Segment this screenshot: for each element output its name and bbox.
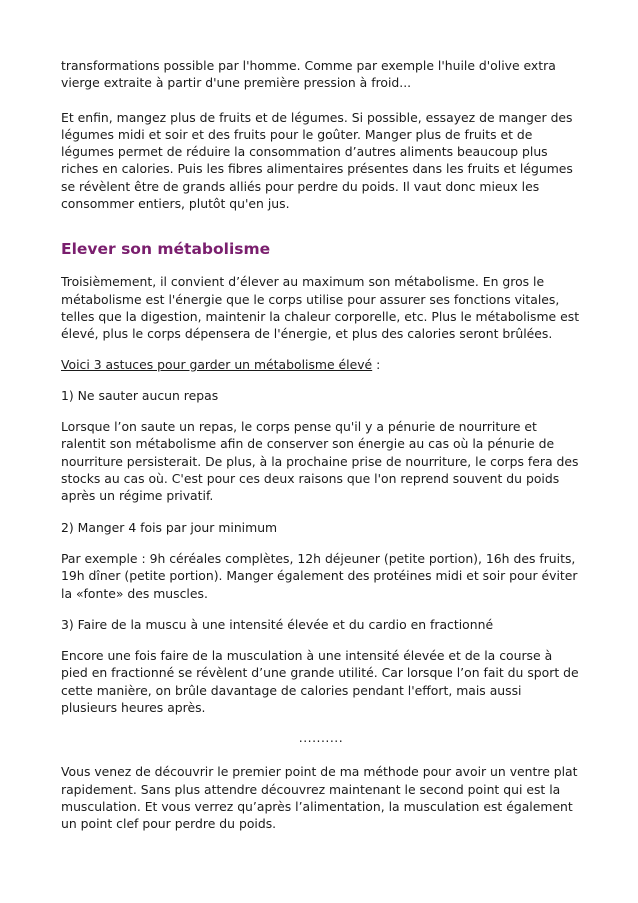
fruits-paragraph: Et enfin, mangez plus de fruits et de légumes. Si possible, essayez de manger des légumes midi et soir et des fruits pour le goûter. Manger plus de fruits et de légumes permet de réduire la consommation d’autres aliments beaucoup plus riches en calories. Puis les fibres alimentaires présentes dans les fruits et légumes se révèlent être de grands alliés pour perdre du poids. Il vaut donc mieux les consommer entiers, plutôt qu'en jus. bbox=[61, 109, 573, 212]
tip3-title: 3) Faire de la muscu à une intensité élevée et du cardio en fractionné bbox=[61, 616, 494, 632]
tips-intro-suffix: : bbox=[372, 356, 381, 372]
tip2-text: Par exemple : 9h céréales complètes, 12h déjeuner (petite portion), 16h des fruits, 19h dîner (petite portion). Manger également des protéines midi et soir pour éviter la «fonte» des muscles. bbox=[61, 550, 578, 601]
tips-intro-underlined: Voici 3 astuces pour garder un métabolisme élevé bbox=[61, 356, 373, 372]
document-page bbox=[61, 57, 581, 833]
section-title: Elever son métabolisme bbox=[61, 240, 271, 259]
tip1-text: Lorsque l’on saute un repas, le corps pense qu'il y a pénurie de nourriture et ralentit son métabolisme afin de conserver son énergie au cas où la pénurie de nourriture persisterait. De plus, à la prochaine prise de nourriture, le corps fera des stocks au cas où. C'est pour ces deux raisons que l'on reprend souvent du poids après un régime privatif. bbox=[61, 419, 579, 504]
closing-paragraph: Vous venez de découvrir le premier point de ma méthode pour avoir un ventre plat rapidement. Sans plus attendre découvrez maintenant le second point qui est la musculation. Et vous verrez qu’après l’alimentation, la musculation est également un point clef pour perdre du poids. bbox=[61, 764, 578, 832]
tip1-title: 1) Ne sauter aucun repas bbox=[61, 387, 219, 403]
intro-paragraph: transformations possible par l'homme. Comme par exemple l'huile d'olive extra vierge extraite à partir d'une première pression à froid... bbox=[61, 58, 556, 91]
tip2-title: 2) Manger 4 fois par jour minimum bbox=[61, 519, 278, 535]
separator-dots: .......... bbox=[298, 730, 344, 746]
tip3-text: Encore une fois faire de la musculation à une intensité élevée et de la course à pied en fractionné se révèlent d’une grande utilité. Car lorsque l’on fait du sport de cette manière, on brûle davantage de calories pendant l'effort, mais aussi plusieurs heures après. bbox=[61, 648, 579, 716]
tips-intro bbox=[61, 356, 581, 373]
metabolism-paragraph: Troisièmement, il convient d’élever au maximum son métabolisme. En gros le métabolisme est l'énergie que le corps utilise pour assurer ses fonctions vitales, telles que la digestion, maintenir la chaleur corporelle, etc. Plus le métabolisme est élevé, plus le corps dépensera de l'énergie, et plus des calories seront brûlées. bbox=[61, 274, 580, 342]
